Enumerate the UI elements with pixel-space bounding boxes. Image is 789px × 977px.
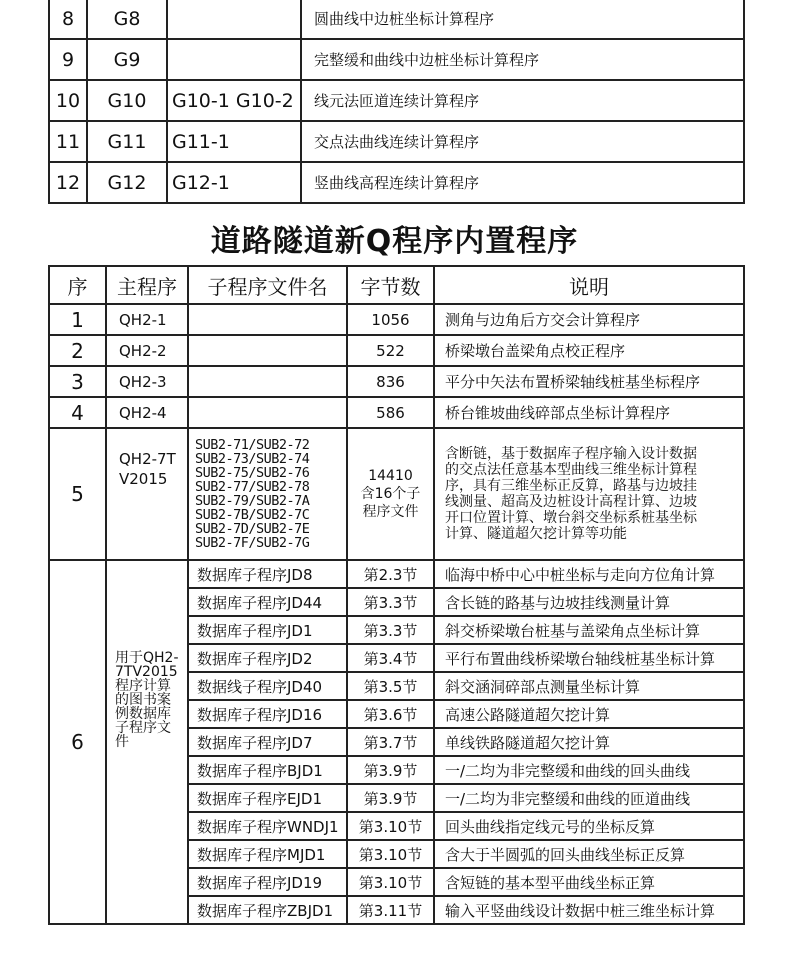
- table-row: [49, 335, 744, 366]
- section-ref: 第3.9节: [347, 784, 434, 812]
- table-row-6: [49, 560, 744, 588]
- table-row: [49, 397, 744, 428]
- sub-program: [188, 304, 347, 335]
- section-ref: 第3.9节: [347, 756, 434, 784]
- description-line: 开口位置计算、墩台斜交坐标系桩基坐标: [445, 510, 697, 526]
- description-line: 计算、隧道超欠挖计算等功能: [445, 526, 627, 542]
- sub-program-line: SUB2-77/SUB2-78: [195, 479, 310, 495]
- sub-program: [188, 366, 347, 397]
- section-ref: 第2.3节: [347, 560, 434, 588]
- main-program: G11: [87, 121, 167, 162]
- sub-program: 数据库子程序JD2: [188, 644, 347, 672]
- header-bytes: 字节数: [347, 266, 434, 304]
- byte-count: [347, 428, 434, 560]
- description: 平分中矢法布置桥梁轴线桩基坐标程序: [434, 366, 744, 397]
- main-program: G12: [87, 162, 167, 203]
- main-program: QH2-1: [106, 304, 188, 335]
- description: 斜交桥梁墩台桩基与盖梁角点坐标计算: [434, 616, 744, 644]
- sub-program: 数据库子程序WNDJ1: [188, 812, 347, 840]
- description-line: 含断链，基于数据库子程序输入设计数据: [445, 446, 697, 462]
- table-row: [49, 121, 744, 162]
- description: 线元法匝道连续计算程序: [301, 80, 744, 121]
- row-number: 5: [49, 428, 106, 560]
- sub-program: 数据库子程序EJD1: [188, 784, 347, 812]
- description: 桥梁墩台盖梁角点校正程序: [434, 335, 744, 366]
- header-sub: 子程序文件名: [188, 266, 347, 304]
- description: 回头曲线指定线元号的坐标反算: [434, 812, 744, 840]
- byte-count: 836: [347, 366, 434, 397]
- main-program-line: 例数据库: [115, 706, 171, 722]
- section-ref: 第3.11节: [347, 896, 434, 924]
- main-program-line: 件: [115, 734, 129, 750]
- description: 测角与边角后方交会计算程序: [434, 304, 744, 335]
- sub-program: [167, 39, 301, 80]
- main-program-line: QH2-7T: [119, 450, 176, 468]
- main-program-line: V2015: [119, 470, 168, 488]
- description-line: 的交点法任意基本型曲线三维坐标计算程: [445, 462, 697, 478]
- table-header-row: [49, 266, 744, 304]
- main-program: G9: [87, 39, 167, 80]
- row-number: 6: [49, 560, 106, 924]
- sub-program-line: SUB2-75/SUB2-76: [195, 465, 310, 481]
- row-number: 10: [49, 80, 87, 121]
- main-program: [106, 428, 188, 560]
- section-ref: 第3.10节: [347, 840, 434, 868]
- main-program: QH2-3: [106, 366, 188, 397]
- byte-count-line: 含16个子: [360, 486, 421, 502]
- description: 含短链的基本型平曲线坐标正算: [434, 868, 744, 896]
- sub-program: [188, 397, 347, 428]
- description: 单线铁路隧道超欠挖计算: [434, 728, 744, 756]
- upper-program-table: [48, 0, 745, 204]
- sub-program-line: SUB2-7B/SUB2-7C: [195, 507, 310, 523]
- table-row: [49, 162, 744, 203]
- description-line: 序，具有三维坐标正反算，路基与边坡挂: [445, 478, 697, 494]
- main-program-line: 用于QH2-: [115, 650, 179, 666]
- main-program-line: 子程序文: [115, 720, 171, 736]
- table-row: [49, 304, 744, 335]
- section-ref: 第3.7节: [347, 728, 434, 756]
- row-number: 8: [49, 0, 87, 39]
- main-program: QH2-4: [106, 397, 188, 428]
- main-program: QH2-2: [106, 335, 188, 366]
- description: 平行布置曲线桥梁墩台轴线桩基坐标计算: [434, 644, 744, 672]
- table-row: [49, 0, 744, 39]
- header-desc: 说明: [434, 266, 744, 304]
- sub-program: 数据库子程序BJD1: [188, 756, 347, 784]
- byte-count: 586: [347, 397, 434, 428]
- description: 完整缓和曲线中边桩坐标计算程序: [301, 39, 744, 80]
- sub-program: 数据库子程序MJD1: [188, 840, 347, 868]
- byte-count: 1056: [347, 304, 434, 335]
- sub-program-line: SUB2-79/SUB2-7A: [195, 493, 310, 509]
- byte-count: 522: [347, 335, 434, 366]
- description: 一/二均为非完整缓和曲线的匝道曲线: [434, 784, 744, 812]
- sub-program: [188, 335, 347, 366]
- section-title: 道路隧道新Q程序内置程序: [210, 224, 579, 259]
- table-row: [49, 80, 744, 121]
- description: 圆曲线中边桩坐标计算程序: [301, 0, 744, 39]
- main-program: G8: [87, 0, 167, 39]
- description: 含大于半圆弧的回头曲线坐标正反算: [434, 840, 744, 868]
- sub-program: G12-1: [167, 162, 301, 203]
- description: 临海中桥中心中桩坐标与走向方位角计算: [434, 560, 744, 588]
- sub-program: 数据库子程序ZBJD1: [188, 896, 347, 924]
- description-line: 线测量、超高及边桩设计高程计算、边坡: [445, 494, 697, 510]
- sub-program-line: SUB2-7F/SUB2-7G: [195, 535, 310, 551]
- main-program-line: 的图书案: [115, 692, 171, 708]
- builtin-program-table: [48, 265, 745, 925]
- sub-program: G10-1 G10-2: [167, 80, 301, 121]
- row-number: 2: [49, 335, 106, 366]
- description: [434, 428, 744, 560]
- sub-program-line: SUB2-71/SUB2-72: [195, 437, 310, 453]
- section-ref: 第3.10节: [347, 812, 434, 840]
- description: 高速公路隧道超欠挖计算: [434, 700, 744, 728]
- description: 输入平竖曲线设计数据中桩三维坐标计算: [434, 896, 744, 924]
- sub-program: 数据库子程序JD7: [188, 728, 347, 756]
- sub-program: 数据库子程序JD19: [188, 868, 347, 896]
- table-row: [49, 39, 744, 80]
- row-number: 11: [49, 121, 87, 162]
- section-ref: 第3.5节: [347, 672, 434, 700]
- description: 含长链的路基与边坡挂线测量计算: [434, 588, 744, 616]
- sub-program: G11-1: [167, 121, 301, 162]
- sub-program: 数据库子程序JD16: [188, 700, 347, 728]
- description: 斜交涵洞碎部点测量坐标计算: [434, 672, 744, 700]
- sub-program-line: SUB2-7D/SUB2-7E: [195, 521, 310, 537]
- description: 桥台锥坡曲线碎部点坐标计算程序: [434, 397, 744, 428]
- main-program: [106, 560, 188, 924]
- row-number: 3: [49, 366, 106, 397]
- section-ref: 第3.3节: [347, 588, 434, 616]
- section-ref: 第3.10节: [347, 868, 434, 896]
- row-number: 1: [49, 304, 106, 335]
- main-program: G10: [87, 80, 167, 121]
- sub-program-line: SUB2-73/SUB2-74: [195, 451, 310, 467]
- main-program-line: 7TV2015: [115, 664, 178, 680]
- sub-program-list: [188, 428, 347, 560]
- section-ref: 第3.6节: [347, 700, 434, 728]
- description: 交点法曲线连续计算程序: [301, 121, 744, 162]
- row-number: 12: [49, 162, 87, 203]
- byte-count-line: 程序文件: [362, 504, 419, 520]
- table-row: [49, 366, 744, 397]
- row-number: 4: [49, 397, 106, 428]
- description: 一/二均为非完整缓和曲线的回头曲线: [434, 756, 744, 784]
- sub-program: 数据库子程序JD44: [188, 588, 347, 616]
- sub-program: 数据库子程序JD1: [188, 616, 347, 644]
- section-ref: 第3.4节: [347, 644, 434, 672]
- row-number: 9: [49, 39, 87, 80]
- main-program-line: 程序计算: [115, 678, 171, 694]
- byte-count-line: 14410: [368, 468, 413, 484]
- sub-program: 数据线子程序JD40: [188, 672, 347, 700]
- header-main: 主程序: [106, 266, 188, 304]
- table-row-5: [49, 428, 744, 560]
- sub-program: [167, 0, 301, 39]
- header-no: 序: [49, 266, 106, 304]
- section-ref: 第3.3节: [347, 616, 434, 644]
- description: 竖曲线高程连续计算程序: [301, 162, 744, 203]
- sub-program: 数据库子程序JD8: [188, 560, 347, 588]
